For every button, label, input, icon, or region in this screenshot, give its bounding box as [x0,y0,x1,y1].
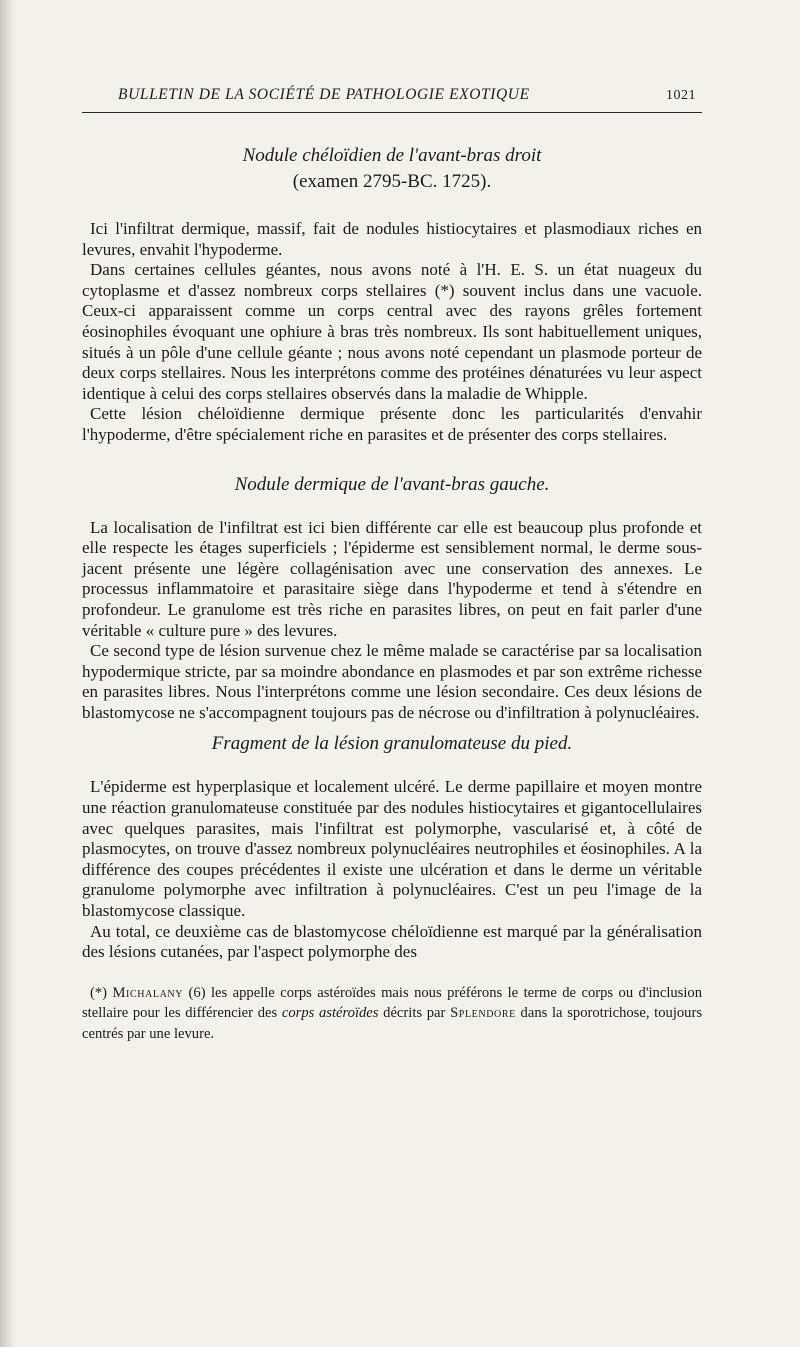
section-heading: Fragment de la lésion granulomateuse du pied. [211,733,573,755]
scan-edge-shadow [0,0,16,1347]
page [82,86,702,1044]
paragraph: Ici l'infiltrat dermique, massif, fait de nodules histiocytaires et plasmodiaux riches en levures, envahit l'hypoderme. [82,219,702,259]
italic-term: corps astéroïdes [281,1005,379,1022]
journal-title: BULLETIN DE LA SOCIÉTÉ DE PATHOLOGIE EXOTIQUE [118,86,530,103]
paragraph: Cette lésion chéloïdienne dermique présente donc les particularités d'envahir l'hypoderme, d'être spécialement riche en parasites et de présenter des corps stellaires. [82,404,702,444]
title-line-2: (examen 2795-BC. 1725). [292,171,492,192]
running-head [82,86,702,104]
paragraph: Dans certaines cellules géantes, nous avons noté à l'H. E. S. un état nuageux du cytoplasme et d'assez nombreux corps stellaires (*) souvent inclus dans une vacuole. Ceux-ci apparaissent comme un corps central avec des rayons grêles fortement éosinophiles évoquant une ophiure à bras très nombreux. Ils sont habituellement uniques, situés à un pôle d'une cellule géante ; nous avons noté cependant un plasmode porteur de deux corps stellaires. Nous les interprétons comme des protéines dénaturées vu leur aspect identique à celui des corps stellaires observés dans la maladie de Whipple. [82,260,702,403]
page-number: 1021 [666,88,696,103]
case-title [82,143,702,195]
author-name: Michalany [112,984,184,1001]
footnote-text: (*) Michalany (6) les appelle corps astéroïdes mais nous préférons le terme de corps ou d'inclusion stellaire pour les différencier des corps astéroïdes décrits par Splendore dans la sporotrichose, toujours centrés par une levure. [82,984,703,1042]
header-rule [82,112,702,113]
section-heading: Nodule dermique de l'avant-bras gauche. [234,473,550,495]
title-line-1: Nodule chéloïdien de l'avant-bras droit [242,145,542,166]
author-name: Splendore [450,1005,516,1022]
footnote-marker: (*) [90,984,108,1001]
paragraph: La localisation de l'infiltrat est ici bien différente car elle est beaucoup plus profonde et elle respecte les étages superficiels ; l'épiderme est sensiblement normal, le derme sous-jacent présente une légère collagénisation avec une conservation des annexes. Le processus inflammatoire et parasitaire siège dans l'hypoderme et tend à s'étendre en profondeur. Le granulome est très riche en parasites libres, on peut en fait parler d'une véritable « culture pure » des levures. [82,517,702,640]
paragraph: L'épiderme est hyperplasique et localement ulcéré. Le derme papillaire et moyen montre une réaction granulomateuse constituée par des nodules histiocytaires et gigantocellulaires avec quelques parasites, mais l'infiltrat est polymorphe, vascularisé et, à côté de plasmocytes, on trouve d'assez nombreux polynucléaires neutrophiles et éosinophiles. A la différence des coupes précédentes il existe une ulcération et dans le derme un véritable granulome polymorphe avec infiltration à polynucléaires. C'est un peu l'image de la blastomycose classique. [82,777,702,921]
paragraph: Au total, ce deuxième cas de blastomycose chéloïdienne est marqué par la généralisation des lésions cutanées, par l'aspect polymorphe des [82,921,702,962]
paragraph: Ce second type de lésion survenue chez le même malade se caractérise par sa localisation hypodermique stricte, par sa moindre abondance en plasmodes et par son extrême richesse en parasites libres. Nous l'interprétons comme une lésion secondaire. Ces deux lésions de blastomycose ne s'accompagnent toujours pas de nécrose ou d'infiltration à polynucléaires. [82,641,702,722]
footnote [82,983,702,1045]
